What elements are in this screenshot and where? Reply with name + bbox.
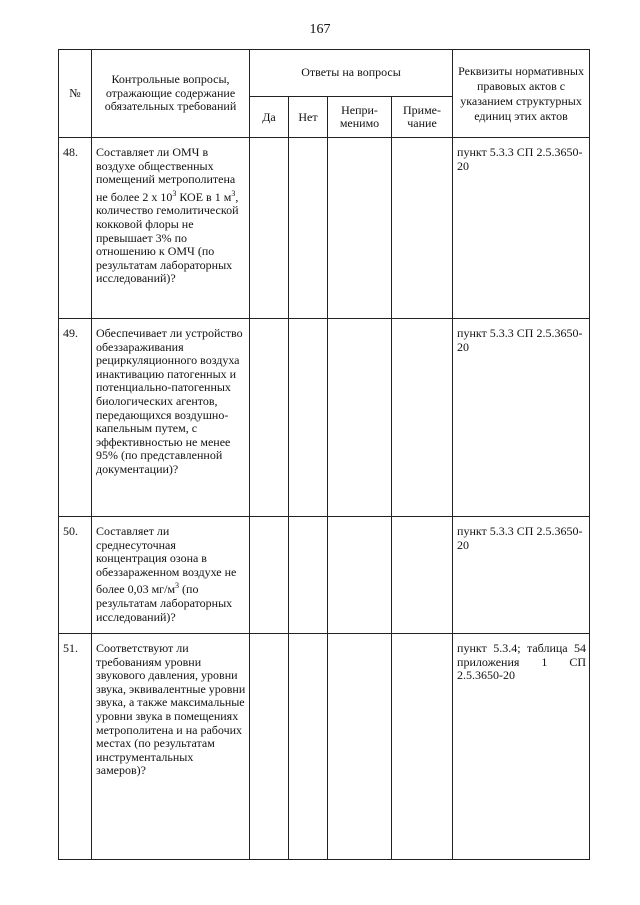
row-reference: пункт 5.3.3 СП 2.5.3650-20 <box>453 138 590 319</box>
answer-yes-cell[interactable] <box>250 517 289 634</box>
row-question <box>92 138 250 319</box>
row-reference <box>453 634 590 860</box>
answer-note-cell[interactable] <box>392 319 453 517</box>
page-number: 167 <box>309 22 331 37</box>
row-question <box>92 517 250 634</box>
checklist-table <box>58 49 590 860</box>
row-question: Соответствуют ли требованиям уровни звукового давления, уровни звука, эквивалентные уровни звука, а также максимальные уровни звука в помещениях метрополитена и на рабочих местах (по результатам инструментальных замеров)? <box>92 634 250 860</box>
header-yes: Да <box>250 97 289 138</box>
answer-no-cell[interactable] <box>289 319 328 517</box>
header-number: № <box>59 50 92 138</box>
row-number: 51. <box>59 634 92 860</box>
reference-line: 2.5.3650-20 <box>457 668 516 683</box>
header-requisites: Реквизиты нормативных правовых актов с указанием структурных единиц этих актов <box>453 50 590 138</box>
answer-yes-cell[interactable] <box>250 319 289 517</box>
table-row <box>59 517 590 634</box>
header-not-applicable-line2: менимо <box>339 116 380 130</box>
superscript: 3 <box>231 188 236 198</box>
header-note-line1: Приме- <box>403 103 442 117</box>
answer-na-cell[interactable] <box>328 138 392 319</box>
row-reference: пункт 5.3.3 СП 2.5.3650-20 <box>453 319 590 517</box>
answer-na-cell[interactable] <box>328 517 392 634</box>
question-text: КОЕ в 1 м <box>176 189 232 204</box>
question-text: Составляет ли ОМЧ в воздухе общественных помещений метрополитена не более 2 х 10 <box>96 145 236 204</box>
answer-no-cell[interactable] <box>289 517 328 634</box>
row-question: Обеспечивает ли устройство обеззараживания рециркуляционного воздуха инактивацию патогенных и потенциально-патогенных биологических агентов, передающихся воздушно-капельным путем, с эффективностью не менее 95% (по представленной документации)? <box>92 319 250 517</box>
answer-no-cell[interactable] <box>289 138 328 319</box>
answer-note-cell[interactable] <box>392 634 453 860</box>
answer-yes-cell[interactable] <box>250 138 289 319</box>
header-question: Контрольные вопросы, отражающие содержание обязательных требований <box>92 50 250 138</box>
table-row <box>59 138 590 319</box>
table-row <box>59 319 590 517</box>
table-row <box>59 634 590 860</box>
answer-note-cell[interactable] <box>392 138 453 319</box>
answer-na-cell[interactable] <box>328 634 392 860</box>
row-number: 48. <box>59 138 92 319</box>
answer-yes-cell[interactable] <box>250 634 289 860</box>
superscript: 3 <box>175 581 180 591</box>
header-no: Нет <box>289 97 328 138</box>
superscript: 3 <box>172 188 177 198</box>
question-text: Составляет ли среднесуточная концентрация озона в обеззараженном воздухе не более 0,03 мг/м <box>96 524 237 597</box>
row-number: 50. <box>59 517 92 634</box>
answer-note-cell[interactable] <box>392 517 453 634</box>
row-reference: пункт 5.3.3 СП 2.5.3650-20 <box>453 517 590 634</box>
header-note-line2: чание <box>407 116 437 130</box>
answer-no-cell[interactable] <box>289 634 328 860</box>
header-not-applicable-line1: Непри- <box>341 103 378 117</box>
header-note <box>392 97 453 138</box>
row-number: 49. <box>59 319 92 517</box>
answer-na-cell[interactable] <box>328 319 392 517</box>
header-answers: Ответы на вопросы <box>250 50 453 97</box>
question-text: , количество гемолитической кокковой флоры не превышает 3% по отношению к ОМЧ (по результатам лабораторных исследований)? <box>96 189 239 286</box>
header-not-applicable <box>328 97 392 138</box>
question-text: (по результатам лабораторных исследований)? <box>96 582 233 624</box>
reference-line: приложения 1 СП <box>457 654 587 669</box>
reference-line: пункт 5.3.4; таблица 54 <box>457 641 587 655</box>
